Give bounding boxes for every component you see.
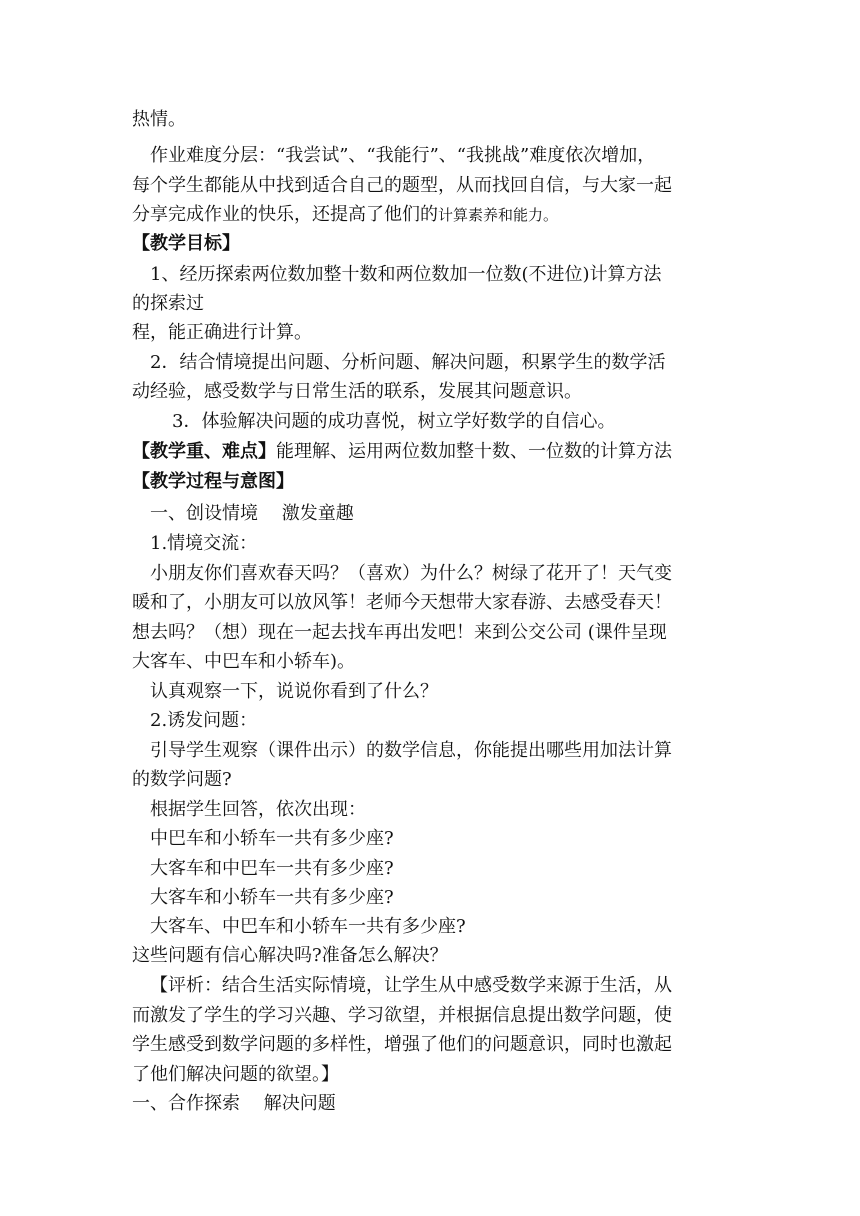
key-points-line (132, 440, 672, 464)
question-line: 大客车、中巴车和小轿车一共有多少座? (150, 916, 466, 937)
subsection-heading: 一、合作探索 解决问题 (132, 1093, 336, 1114)
text-span: 分享完成作业的快乐，还提高了他们的 (132, 204, 438, 225)
section-heading-process: 【教学过程与意图】 (132, 471, 294, 492)
text-span-small: 计算素养和能力。 (438, 206, 559, 224)
text-line: 引导学生观察（课件出示）的数学信息，你能提出哪些用加法计算 (150, 740, 672, 761)
text-line: 小朋友你们喜欢春天吗？（喜欢）为什么？树绿了花开了！天气变 (150, 563, 672, 584)
question-line: 大客车和小轿车一共有多少座? (150, 887, 394, 908)
text-line: 3．体验解决问题的成功喜悦，树立学好数学的自信心。 (172, 411, 616, 432)
subsection-heading: 一、创设情境 激发童趣 (150, 503, 354, 524)
text-line: 的探索过 (132, 293, 204, 314)
question-line: 大客车和中巴车一共有多少座? (150, 858, 394, 879)
text-line: 根据学生回答，依次出现： (150, 799, 366, 820)
text-line: 作业难度分层：“我尝试”、“我能行”、“我挑战”难度依次增加， (150, 145, 656, 166)
question-line: 中巴车和小轿车一共有多少座? (150, 828, 394, 849)
text-line: 1、经历探索两位数加整十数和两位数加一位数(不进位)计算方法 (150, 264, 662, 285)
text-line: 大客车、中巴车和小轿车)。 (132, 651, 356, 672)
text-line: 每个学生都能从中找到适合自己的题型，从而找回自信，与大家一起 (132, 175, 672, 196)
text-line: 1.情境交流： (150, 533, 258, 554)
text-line: 2.诱发问题： (150, 710, 258, 731)
commentary-line: 而激发了学生的学习兴趣、学习欲望，并根据信息提出数学问题，使 (132, 1005, 672, 1026)
commentary-line: 【评析：结合生活实际情境，让学生从中感受数学来源于生活，从 (150, 975, 672, 996)
section-heading-key-points: 【教学重、难点】 (132, 441, 276, 462)
text-line: 暖和了，小朋友可以放风筝！老师今天想带大家春游、去感受春天！ (132, 592, 672, 613)
text-span: 能理解、运用两位数加整十数、一位数的计算方法 (276, 441, 672, 462)
commentary-line: 了他们解决问题的欲望。】 (132, 1064, 339, 1085)
text-line: 热情。 (132, 109, 186, 130)
text-line: 程，能正确进行计算。 (132, 322, 312, 343)
text-line: 动经验，感受数学与日常生活的联系，发展其问题意识。 (132, 381, 582, 402)
text-line: 这些问题有信心解决吗?准备怎么解决？ (132, 945, 448, 966)
commentary-line: 学生感受到数学问题的多样性，增强了他们的问题意识，同时也激起 (132, 1034, 672, 1055)
text-line: 想去吗？（想）现在一起去找车再出发吧！来到公交公司 (课件呈现 (132, 622, 667, 643)
text-line-mixed (132, 203, 558, 227)
text-line: 认真观察一下，说说你看到了什么？ (150, 681, 438, 702)
section-heading-objectives: 【教学目标】 (132, 233, 240, 254)
text-line: 的数学问题? (132, 769, 232, 790)
text-line: 2．结合情境提出问题、分析问题、解决问题，积累学生的数学活 (150, 352, 666, 373)
